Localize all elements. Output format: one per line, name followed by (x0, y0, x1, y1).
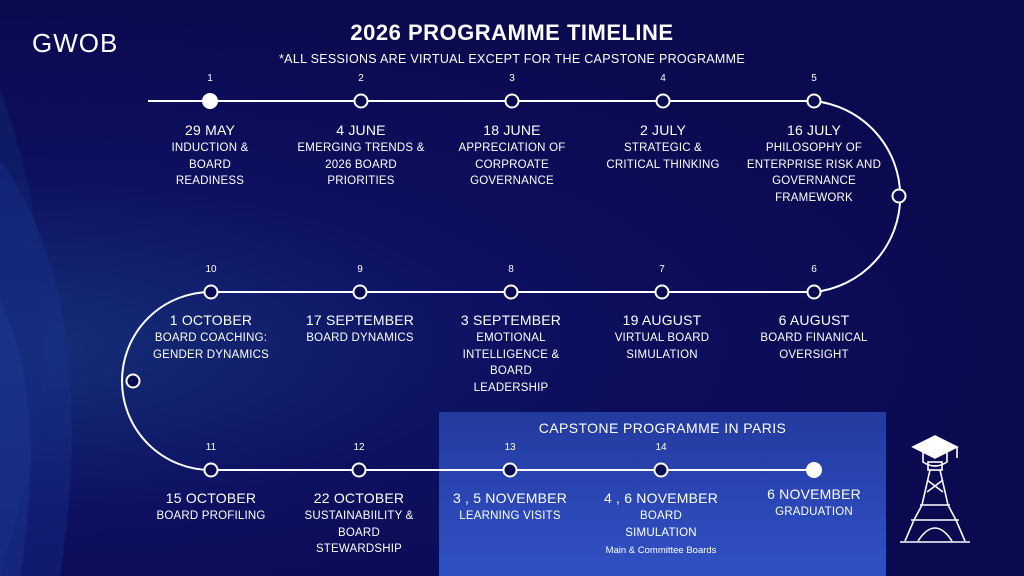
session-number: 7 (659, 264, 665, 275)
session-number: 2 (358, 73, 364, 84)
session-title: BOARD FINANICAL OVERSIGHT (760, 332, 868, 361)
page-subtitle: *ALL SESSIONS ARE VIRTUAL EXCEPT FOR THE CAPSTONE PROGRAMME (279, 52, 745, 66)
session-date: 29 MAY (185, 122, 235, 138)
session-date: 18 JUNE (483, 122, 541, 138)
session-title: PHILOSOPHY OF ENTERPRISE RISK AND GOVERNANCE FRAMEWORK (746, 142, 882, 204)
session-number: 12 (353, 442, 365, 453)
session-title: BOARD COACHING: GENDER DYNAMICS (152, 332, 270, 361)
session-date: 4 JUNE (336, 122, 386, 138)
session-number: 1 (207, 73, 213, 84)
session-number: 8 (508, 264, 514, 275)
session-date: 6 AUGUST (778, 312, 850, 328)
session-date: 17 SEPTEMBER (305, 312, 415, 328)
session-date: 4 , 6 NOVEMBER (603, 490, 719, 506)
session-date: 22 OCTOBER (313, 490, 405, 506)
gwob-logo: GWOB (32, 28, 119, 58)
session-number: 5 (811, 73, 817, 84)
session-title: BOARD SIMULATION (625, 510, 697, 539)
session-number: 14 (655, 442, 667, 453)
session-title: EMOTIONAL INTELLIGENCE & BOARD LEADERSHIP (462, 332, 560, 394)
session-number: 9 (357, 264, 363, 275)
session-title: STRATEGIC & CRITICAL THINKING (606, 142, 720, 171)
session-title: BOARD DYNAMICS (306, 332, 414, 344)
session-number: 6 (811, 264, 817, 275)
session-date: 15 OCTOBER (165, 490, 257, 506)
session-title: APPRECIATION OF CORPROATE GOVERNANCE (458, 142, 566, 187)
session-number: 10 (205, 264, 217, 275)
session-number: 11 (205, 442, 217, 453)
session-title: SUSTAINABIILITY & BOARD STEWARDSHIP (304, 510, 414, 555)
session-note: Main & Committee Boards (605, 545, 717, 556)
session-title: GRADUATION (775, 506, 853, 518)
session-date: 2 JULY (639, 122, 687, 138)
session-title: LEARNING VISITS (459, 510, 561, 522)
session-number: 4 (660, 73, 666, 84)
session-date: 16 JULY (786, 122, 842, 138)
session-date: 3 , 5 NOVEMBER (452, 490, 568, 506)
session-title: VIRTUAL BOARD SIMULATION (614, 332, 710, 361)
session-title: BOARD PROFILING (156, 510, 266, 522)
session-title: INDUCTION & BOARD READINESS (171, 142, 249, 187)
session-date: 1 OCTOBER (169, 312, 253, 328)
session-date: 3 SEPTEMBER (460, 312, 562, 328)
session-number: 13 (504, 442, 516, 453)
session-title: EMERGING TRENDS & 2026 BOARD PRIORITIES (297, 142, 425, 187)
session-date: 6 NOVEMBER (767, 486, 861, 502)
capstone-title: CAPSTONE PROGRAMME IN PARIS (538, 420, 787, 436)
page-title: 2026 PROGRAMME TIMELINE (350, 20, 674, 45)
session-date: 19 AUGUST (622, 312, 702, 328)
session-number: 3 (509, 73, 515, 84)
